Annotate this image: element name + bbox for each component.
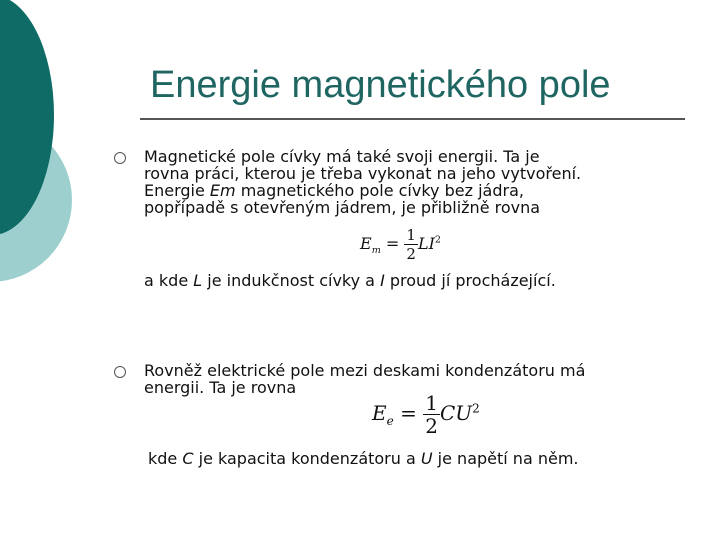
electric-energy-formula — [372, 392, 480, 437]
slide-title: Energie magnetického pole — [150, 64, 611, 106]
formula-m-den: 2 — [406, 245, 416, 263]
formula-e-fraction — [423, 392, 440, 437]
title-divider — [140, 118, 685, 120]
formula-e-eq: = — [400, 401, 417, 425]
formula-m-rhs-sup: 2 — [434, 234, 441, 246]
magnetic-energy-formula — [360, 226, 441, 263]
bullet-1-after-a: a kde — [144, 271, 194, 290]
bullet-1-line-2: rovna práci, kterou je třeba vykonat na jeho vytvoření. — [144, 164, 582, 183]
bullet-1-after-c: proud jí procházející. — [384, 271, 556, 290]
bullet-1-line-3 — [144, 182, 684, 199]
bullet-1-line-1: Magnetické pole cívky má také svoji energii. Ta je — [144, 147, 540, 166]
bullet-1-var-i: I — [380, 271, 385, 290]
bullet-1-after-b: je indukčnost cívky a — [202, 271, 381, 290]
formula-m-eq: = — [385, 234, 400, 253]
bullet-2-after-a: kde — [148, 449, 183, 468]
bullet-1-after-formula — [144, 272, 684, 289]
formula-m-num: 1 — [406, 226, 416, 244]
formula-e-rhs-sup: 2 — [472, 401, 480, 416]
bullet-2-after-b: je kapacita kondenzátoru a — [193, 449, 421, 468]
formula-m-rhs: LI — [417, 234, 435, 253]
bullet-1-line-4: popřípadě s otevřeným jádrem, je přibližně rovna — [144, 198, 541, 217]
formula-m-lhs: E — [360, 234, 372, 253]
bullet-1-line-3-start: Energie — [144, 181, 210, 200]
bullet-2-after-formula — [148, 450, 688, 467]
bullet-1-var-l: L — [193, 271, 203, 290]
bullet-2-after-c: je napětí na něm. — [432, 449, 579, 468]
bullet-marker-1 — [114, 152, 126, 164]
formula-e-lhs: E — [372, 401, 387, 425]
bullet-2-line-1: Rovněž elektrické pole mezi deskami kondenzátoru má — [144, 361, 586, 380]
bullet-2-var-u: U — [420, 449, 433, 468]
formula-m-lhs-sub: m — [371, 245, 381, 257]
formula-m-fraction — [404, 226, 418, 263]
bullet-1-line-3-end: magnetického pole cívky bez jádra, — [235, 181, 524, 200]
bullet-1-var-em: Em — [209, 181, 236, 200]
bullet-2-text — [144, 362, 684, 396]
decorative-circles — [0, 0, 140, 300]
formula-e-num: 1 — [425, 391, 438, 415]
formula-e-den: 2 — [425, 414, 438, 438]
bullet-2-line-2: energii. Ta je rovna — [144, 378, 297, 397]
bullet-marker-2 — [114, 366, 126, 378]
formula-e-lhs-sub: e — [386, 414, 394, 428]
formula-e-rhs: CU — [439, 401, 473, 425]
decorative-circles-graphic — [0, 0, 140, 300]
bullet-2-var-c: C — [182, 449, 194, 468]
bullet-1-text — [144, 148, 684, 216]
